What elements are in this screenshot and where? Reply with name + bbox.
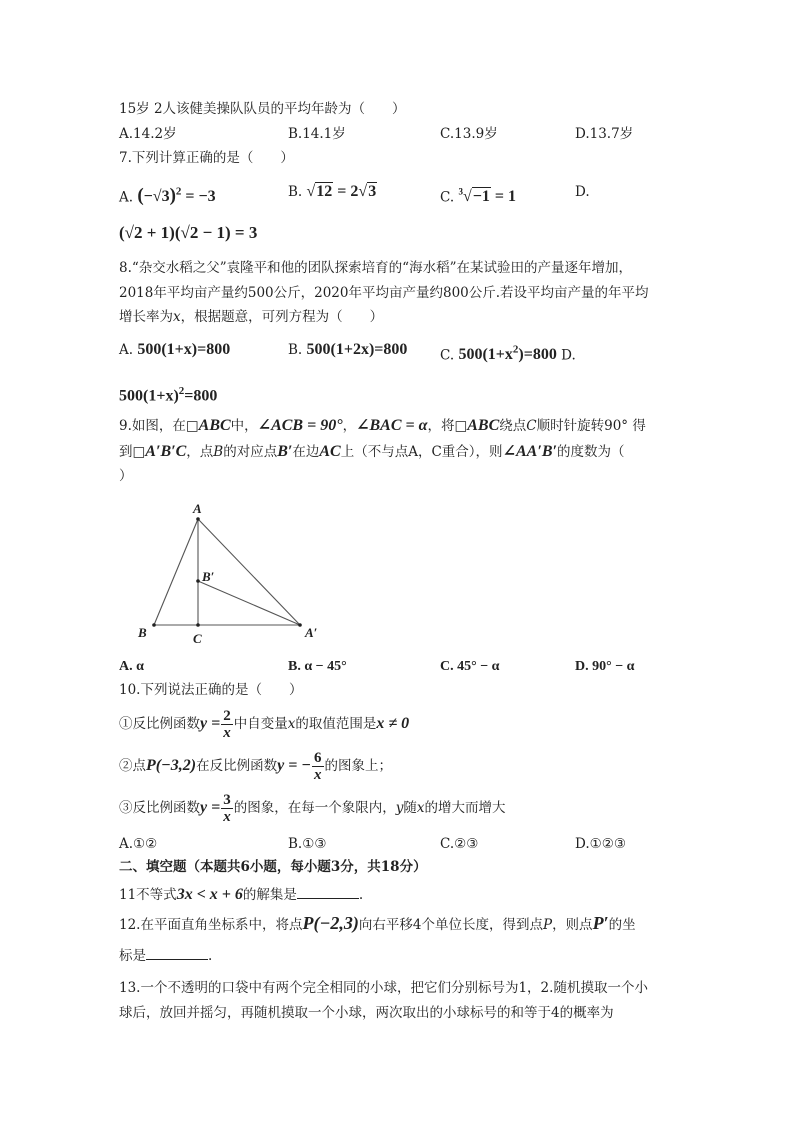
q12-point: P(−2,3) xyxy=(302,913,359,933)
q7-label-a: A. xyxy=(119,189,134,206)
q9-option-b: B. α − 45° xyxy=(288,659,347,674)
q11-c: . xyxy=(358,887,364,903)
q10-s2-c: 的图象上； xyxy=(324,758,393,774)
q10-s3-num: 3 xyxy=(223,792,231,808)
q8-label-b: B. xyxy=(288,342,303,358)
q9-l1a: 9.如图，在□ xyxy=(119,418,199,434)
q10-s3-y: y = xyxy=(200,799,221,816)
q9-l2b: ，点 xyxy=(186,444,214,460)
point-b xyxy=(152,623,156,627)
q10-s2-a: ②点 xyxy=(119,758,146,774)
side-ab xyxy=(154,519,198,625)
q12-d: 的坐 xyxy=(608,917,636,933)
q7-a-rhs: = −3 xyxy=(181,188,216,206)
q13-line2: 球后，放回并摇匀，再随机摸取一个小球，两次取出的小球标号的和等于4的概率为 xyxy=(119,1005,614,1021)
q9-point-bprime: B′ xyxy=(277,443,293,460)
q9-angle-bac: ∠BAC = α xyxy=(356,417,428,434)
point-aprime xyxy=(298,623,302,627)
q8-option-c xyxy=(440,340,576,365)
q10-s1-num: 2 xyxy=(223,708,231,724)
q9-l2c: 的对应点 xyxy=(223,444,278,460)
q10-s2-b: 在反比例函数 xyxy=(196,758,278,774)
q9-abc3: A′B′C xyxy=(145,443,187,460)
q7-option-c xyxy=(440,182,516,207)
q10-s1-c: 的取值范围是 xyxy=(295,716,377,732)
q9-angle-target: ∠AA′B′ xyxy=(502,443,557,460)
q9-l2e: 上（不与点A，C重合），则 xyxy=(340,444,503,460)
q7-c-rhs: = 1 xyxy=(490,188,516,206)
q7-formula-c: $^3$√−1 = 1 xyxy=(458,187,516,206)
q10-s1-a: ①反比例函数 xyxy=(119,716,200,732)
q7-label-d: D. xyxy=(575,184,590,200)
q7-label-c: C. xyxy=(440,189,455,206)
q10-s3-d: 的增大而增大 xyxy=(424,800,506,816)
q7-option-b xyxy=(288,182,377,202)
q12-e: 标是 xyxy=(119,948,146,964)
q7-b-rad: 12 xyxy=(316,183,333,200)
q11-a: 11不等式 xyxy=(119,887,177,903)
q9-line2 xyxy=(119,442,624,462)
q8-label-d: D. xyxy=(561,347,576,364)
q9-l1c: ，将□ xyxy=(427,418,468,434)
q6-option-d: D.13.7岁 xyxy=(575,126,634,142)
q12-point-p: P xyxy=(542,917,553,933)
q12-line1 xyxy=(119,913,636,935)
q10-option-a: A.①② xyxy=(119,836,158,852)
q9-comma: ， xyxy=(342,418,357,434)
q7-b-rhs: = 2 xyxy=(333,183,359,200)
q8-c-pre: 500(1+x xyxy=(458,346,513,364)
q10-option-d: D.①②③ xyxy=(575,836,626,852)
q10-statement-3 xyxy=(119,788,505,828)
q12-b: 向右平移4个单位长度，得到点 xyxy=(358,917,543,933)
q10-s2-point: P(−3,2) xyxy=(146,757,197,774)
q12-line2 xyxy=(119,945,212,966)
q8-option-b xyxy=(288,340,407,360)
label-b: B xyxy=(138,625,147,640)
q10-s2-fraction xyxy=(312,750,324,783)
q10-s1-y: y = xyxy=(200,715,221,732)
q10-s1-cond: x ≠ 0 xyxy=(376,715,410,732)
q8-formula-b: 500(1+2x)=800 xyxy=(306,341,408,358)
label-aprime: A′ xyxy=(305,625,318,640)
q6-option-c: C.13.9岁 xyxy=(440,126,498,142)
q10-s2-num: 6 xyxy=(314,750,322,766)
q9-angle-acb: ∠ACB = 90° xyxy=(257,417,343,434)
q9-point-b: B xyxy=(213,444,224,460)
q12-f: . xyxy=(208,948,213,964)
q11-inequality: 3x < x + 6 xyxy=(176,886,243,903)
q8-line2: 2018年平均亩产量约500公斤，2020年平均亩产量约800公斤.若设平均亩产量的年平均 xyxy=(119,285,649,301)
q9-point-c: C xyxy=(526,418,537,434)
q9-option-d: D. 90° − α xyxy=(575,659,635,674)
q8-d-post: =800 xyxy=(184,387,218,405)
q8-line3-a: 增长率为 xyxy=(119,309,173,325)
point-c xyxy=(196,623,200,627)
q10-s1-var: x xyxy=(287,716,296,732)
q12-c: ，则点 xyxy=(552,917,593,933)
q8-formula-a: 500(1+x)=800 xyxy=(137,341,231,358)
q10-statement-2 xyxy=(119,746,392,786)
q7-a-exp: 2 xyxy=(175,186,182,198)
q8-var-x: x xyxy=(173,309,181,325)
label-c: C xyxy=(193,631,202,646)
q8-c-post: )=800 xyxy=(518,346,557,364)
q9-l1b: 中， xyxy=(230,418,258,434)
label-bprime: B′ xyxy=(202,569,215,584)
q10-s3-a: ③反比例函数 xyxy=(119,800,200,816)
q12-answer-blank[interactable] xyxy=(146,945,208,960)
q9-l2a: 到□ xyxy=(119,444,146,460)
q8-line1: 8.“杂交水稻之父”袁隆平和他的团队探索培育的“海水稻”在某试验田的产量逐年增加， xyxy=(119,260,632,276)
q9-l1d: 绕点 xyxy=(499,418,527,434)
q7-option-a xyxy=(119,182,216,207)
point-bprime xyxy=(196,579,200,583)
q10-s2-y: y = − xyxy=(277,757,312,774)
q6-stem-tail: 15岁 2人该健美操队队员的平均年龄为（ ） xyxy=(119,101,406,117)
q7-c-index: 3 xyxy=(458,187,463,197)
q9-line3: ） xyxy=(119,468,133,484)
q10-s3-den: x xyxy=(223,809,231,825)
q8-line3 xyxy=(119,307,383,327)
q9-l1e: 顺时针旋转90° 得 xyxy=(536,418,646,434)
q7-c-rad: −1 xyxy=(472,188,490,206)
side-bprime-aprime xyxy=(198,581,300,625)
q10-s3-c: 随 xyxy=(403,800,417,816)
q7-stem: 7.下列计算正确的是（ ） xyxy=(119,150,294,166)
q11-answer-blank[interactable] xyxy=(297,884,359,899)
q9-line1 xyxy=(119,416,646,436)
q9-abc: ABC xyxy=(198,417,231,434)
q7-formula-b: √12 = 2√3 xyxy=(306,183,377,200)
q7-formula-a: $(-√3)^2 = -3$ xyxy=(137,185,216,207)
q11-b: 的解集是 xyxy=(242,887,297,903)
q10-s2-den: x xyxy=(314,767,322,783)
q9-triangle-figure xyxy=(130,495,330,650)
q9-l2d: 在边 xyxy=(292,444,320,460)
q10-option-c: C.②③ xyxy=(440,836,479,852)
q10-s3-fraction xyxy=(221,792,233,825)
point-a xyxy=(196,517,200,521)
q6-option-b: B.14.1岁 xyxy=(288,126,346,142)
label-a: A xyxy=(193,501,202,516)
q7-label-b: B. xyxy=(288,184,303,200)
q6-option-a: A.14.2岁 xyxy=(119,126,177,142)
q8-c-exp: 2 xyxy=(512,344,519,356)
q11 xyxy=(119,884,363,905)
q7-option-d-formula: (√2 + 1)(√2 − 1) = 3 xyxy=(119,223,258,242)
q13-line1: 13.一个不透明的口袋中有两个完全相同的小球，把它们分别标号为1，2.随机摸取一个小 xyxy=(119,980,648,996)
q9-abc2: ABC xyxy=(467,417,500,434)
q10-s3-b: 的图象，在每一个象限内， xyxy=(233,800,396,816)
q8-line3-b: ，根据题意，可列方程为（ ） xyxy=(180,309,384,325)
q8-option-d-formula xyxy=(119,381,217,406)
q10-s1-b: 中自变量 xyxy=(233,716,288,732)
q7-a-base: −√3 xyxy=(143,188,170,206)
q9-option-a: A. α xyxy=(119,659,144,674)
q9-side-ac: AC xyxy=(319,443,341,460)
q10-s1-fraction xyxy=(221,708,233,741)
q8-formula-c xyxy=(458,346,556,363)
q9-option-c: C. 45° − α xyxy=(440,659,500,674)
q7-b-rad2: 3 xyxy=(368,183,377,200)
q8-label-c: C. xyxy=(440,347,455,364)
q10-s1-den: x xyxy=(223,725,231,741)
q8-label-a: A. xyxy=(119,342,134,358)
q8-d-pre: 500(1+x) xyxy=(119,387,179,405)
q10-statement-1 xyxy=(119,704,409,744)
q10-s3-var-y: y xyxy=(395,800,404,816)
q9-l2f: 的度数为（ xyxy=(556,444,625,460)
q10-stem: 10.下列说法正确的是（ ） xyxy=(119,682,303,698)
q8-d-exp: 2 xyxy=(178,385,185,397)
q10-option-b: B.①③ xyxy=(288,836,327,852)
q12-a: 12.在平面直角坐标系中，将点 xyxy=(119,917,303,933)
section-fill-in-title: 二、填空题（本题共6小题，每小题3分，共18分） xyxy=(119,859,427,875)
q12-point-pprime: P′ xyxy=(592,913,609,933)
q8-option-a xyxy=(119,340,230,360)
q10-s3-var-x: x xyxy=(416,800,425,816)
